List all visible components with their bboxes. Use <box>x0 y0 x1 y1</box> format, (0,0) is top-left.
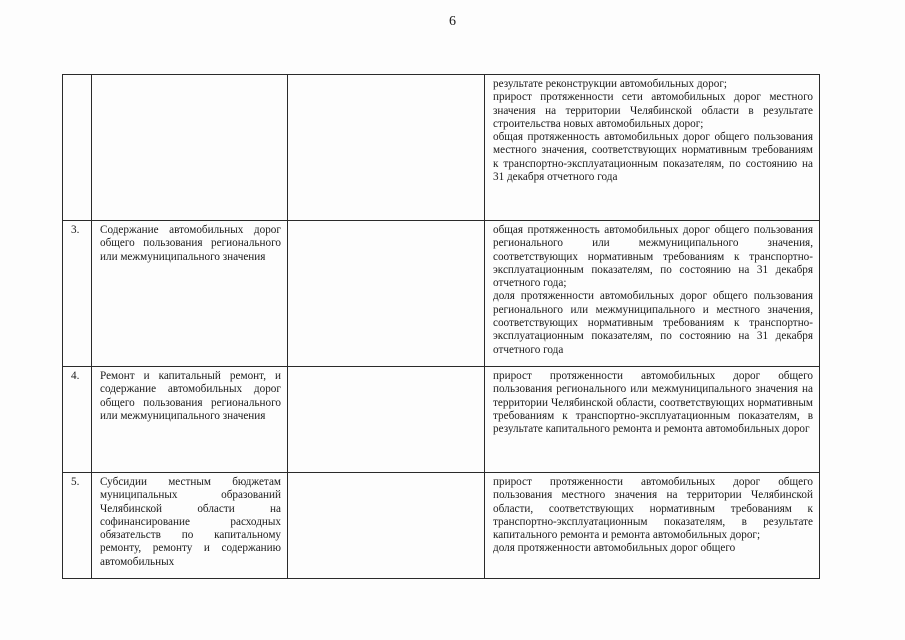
measure-name: Субсидии местным бюджетам муниципальных образований Челябинской области на софинансирование расходных обязательств по капитальному ремонту, ремонту и содержанию автомобильных <box>92 473 288 579</box>
measure-name <box>92 75 288 221</box>
measure-name: Содержание автомобильных дорог общего пользования регионального или межмуниципального значения <box>92 221 288 367</box>
row-number: 3. <box>63 221 92 367</box>
indicators-table <box>62 74 820 579</box>
table-row <box>63 473 820 579</box>
indicator-text: прирост протяженности автомобильных дорог общего пользования местного значения на территории Челябинской области, соответствующих нормативным требованиям к транспортно-эксплуатационным показателям, в результате капитального ремонта и ремонта автомобильных дорог; <box>493 476 813 542</box>
indicators-cell <box>485 473 820 579</box>
indicator-text: доля протяженности автомобильных дорог общего <box>493 542 736 555</box>
measure-name: Ремонт и капитальный ремонт, и содержание автомобильных дорог общего пользования регионального или межмуниципального значения <box>92 367 288 473</box>
indicator-text: прирост протяженности автомобильных дорог общего пользования регионального или межмуниципального значения на территории Челябинской области, соответствующих нормативным требованиям к транспортно-эксплуатационным показателям, в результате капитального ремонта и ремонта автомобильных дорог <box>493 370 813 436</box>
page-number: 6 <box>449 14 456 29</box>
table-row <box>63 221 820 367</box>
indicators-cell <box>485 367 820 473</box>
indicator-text: общая протяженность автомобильных дорог общего пользования регионального или межмуниципального значения, соответствующих нормативным требованиям к транспортно-эксплуатационным показателям, по состоянию на 31 декабря отчетного года; <box>493 224 813 290</box>
empty-column-cell <box>288 221 485 367</box>
indicators-cell <box>485 221 820 367</box>
indicators-cell <box>485 75 820 221</box>
row-number <box>63 75 92 221</box>
empty-column-cell <box>288 75 485 221</box>
row-number: 4. <box>63 367 92 473</box>
indicator-text: общая протяженность автомобильных дорог общего пользования местного значения, соответствующих нормативным требованиям к транспортно-эксплуатационным показателям, по состоянию на 31 декабря отчетного года <box>493 131 813 184</box>
table-row <box>63 367 820 473</box>
indicator-text: результате реконструкции автомобильных дорог; <box>493 78 728 90</box>
indicator-text: прирост протяженности сети автомобильных дорог местного значения на территории Челябинской области в результате строительства новых автомобильных дорог; <box>493 91 813 130</box>
indicator-text: доля протяженности автомобильных дорог общего пользования регионального или межмуниципального и местного значения, соответствующих нормативным требованиям к транспортно-эксплуатационным показателям, по состоянию на 31 декабря отчетного года <box>493 290 813 356</box>
empty-column-cell <box>288 473 485 579</box>
row-number: 5. <box>63 473 92 579</box>
table-row <box>63 75 820 221</box>
empty-column-cell <box>288 367 485 473</box>
